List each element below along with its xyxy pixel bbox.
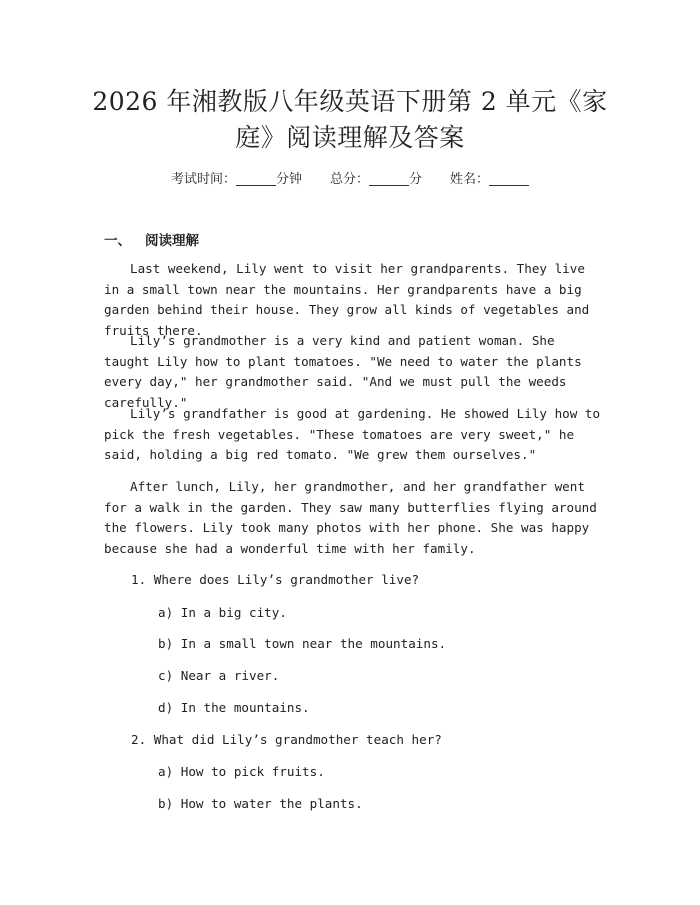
name-blank	[489, 171, 529, 186]
document-title: 2026 年湘教版八年级英语下册第 2 单元《家庭》阅读理解及答案	[92, 87, 608, 152]
question-stem: 2. What did Lily’s grandmother teach her?	[131, 732, 442, 747]
answer-option: a) How to pick fruits.	[158, 764, 325, 779]
answer-option: b) How to water the plants.	[158, 796, 363, 811]
answer-option: a) In a big city.	[158, 605, 287, 620]
section-heading	[104, 229, 199, 249]
score-unit: 分	[409, 172, 423, 187]
score-label: 总分：	[329, 172, 369, 187]
exam-info-line	[0, 168, 700, 187]
answer-option: d) In the mountains.	[158, 700, 310, 715]
passage-paragraph: Lily’s grandfather is good at gardening. He showed Lily how to pick the fresh vegetables. "These tomatoes are very sweet," he said, holding a big red tomato. "We grew them ourselves."	[104, 406, 601, 462]
time-unit: 分钟	[275, 172, 302, 187]
answer-option: c) Near a river.	[158, 668, 280, 683]
time-label: 考试时间：	[170, 172, 236, 187]
time-blank	[236, 171, 276, 186]
passage-paragraph: After lunch, Lily, her grandmother, and her grandfather went for a walk in the garden. They saw many butterflies flying around the flowers. Lily took many photos with her phone. She was happy because she had a wonderful time with her family.	[104, 479, 597, 556]
name-label: 姓名：	[450, 172, 490, 187]
passage-paragraph: Lily’s grandmother is a very kind and patient woman. She taught Lily how to plant tomatoes. "We need to water the plants every day," her grandmother said. "And we must pull the weeds carefully."	[104, 333, 582, 410]
question-stem: 1. Where does Lily’s grandmother live?	[131, 572, 420, 587]
passage-paragraph: Last weekend, Lily went to visit her grandparents. They live in a small town near the mountains. Her grandparents have a big garden behind their house. They grow all kinds of vegetables and fruits there.	[104, 261, 590, 338]
score-blank	[369, 171, 409, 186]
answer-option: b) In a small town near the mountains.	[158, 636, 447, 651]
section-title: 阅读理解	[145, 233, 199, 249]
section-number: 一、	[104, 233, 131, 249]
